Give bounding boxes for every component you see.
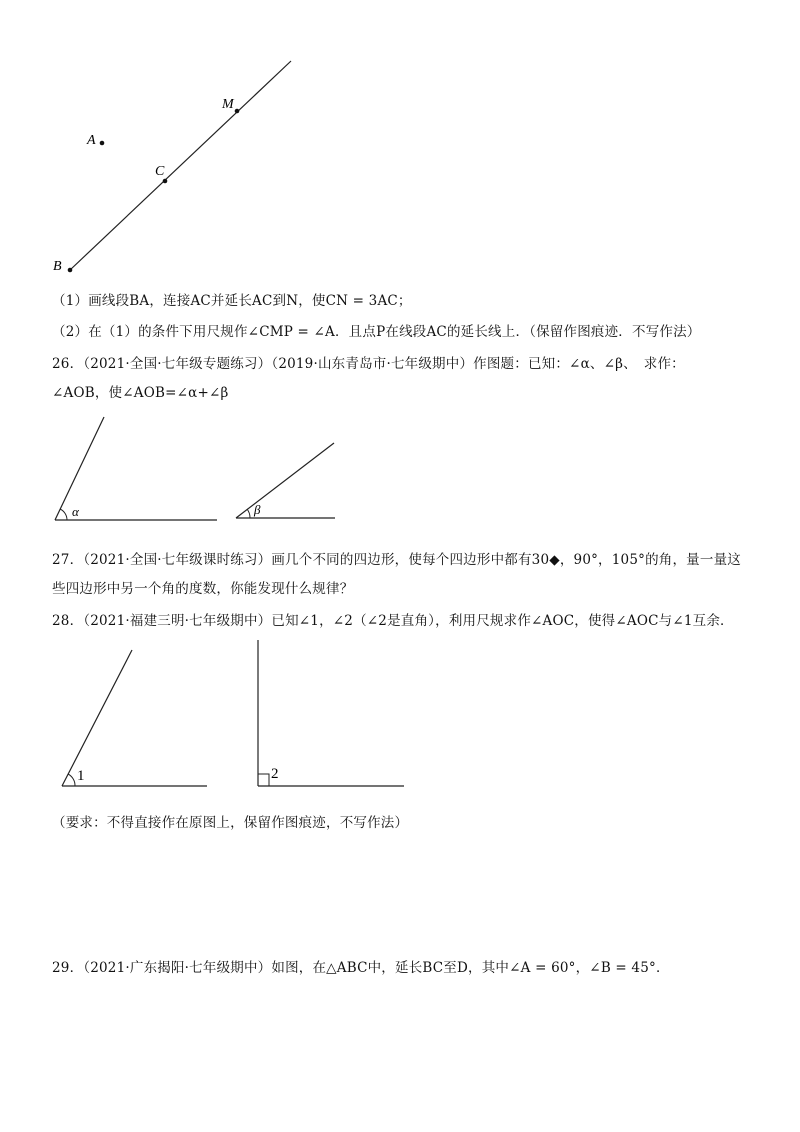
label-b: B [53, 259, 62, 274]
q26-line2: ∠AOB，使∠AOB=∠α+∠β [52, 385, 229, 401]
q25-part1: （1）画线段BA，连接AC并延长AC到N，使CN = 3AC； [52, 293, 412, 309]
figure-angle-alpha [55, 417, 217, 520]
label-c: C [155, 164, 165, 179]
point-b [68, 268, 73, 273]
point-c [163, 179, 168, 184]
q29-line1: 29．（2021·广东揭阳·七年级期中）如图，在△ABC中，延长BC至D，其中∠A = 60°，∠B = 45°． [52, 960, 670, 976]
q26-line1: 26．（2021·全国·七年级专题练习）（2019·山东青岛市·七年级期中）作图题：已知：∠α、∠β、 求作： [52, 356, 685, 372]
point-m [235, 109, 240, 114]
point-a [100, 141, 105, 146]
label-a: A [87, 133, 96, 148]
label-angle-2: 2 [271, 766, 279, 782]
label-beta: β [254, 502, 261, 517]
label-alpha: α [72, 504, 79, 519]
label-m: M [222, 97, 234, 112]
q25-part2: （2）在（1）的条件下用尺规作∠CMP = ∠A．且点P在线段AC的延长线上．（保留作图痕迹．不写作法） [52, 324, 701, 340]
q27-line2: 些四边形中另一个角的度数，你能发现什么规律？ [52, 581, 354, 597]
label-angle-1: 1 [77, 768, 85, 784]
figure-angle-beta [236, 443, 335, 518]
figure-angle-2 [258, 640, 404, 786]
q27-line1: 27．（2021·全国·七年级课时练习）画几个不同的四边形，使每个四边形中都有30◆，90°，105°的角，量一量这 [52, 552, 741, 568]
q28-note: （要求：不得直接作在原图上，保留作图痕迹，不写作法） [52, 815, 409, 831]
figure-angle-1 [62, 650, 207, 786]
segment-b-to-end [70, 61, 291, 270]
q28-line1: 28．（2021·福建三明·七年级期中）已知∠1，∠2（∠2是直角），利用尺规求作∠AOC，使得∠AOC与∠1互余． [52, 613, 734, 629]
